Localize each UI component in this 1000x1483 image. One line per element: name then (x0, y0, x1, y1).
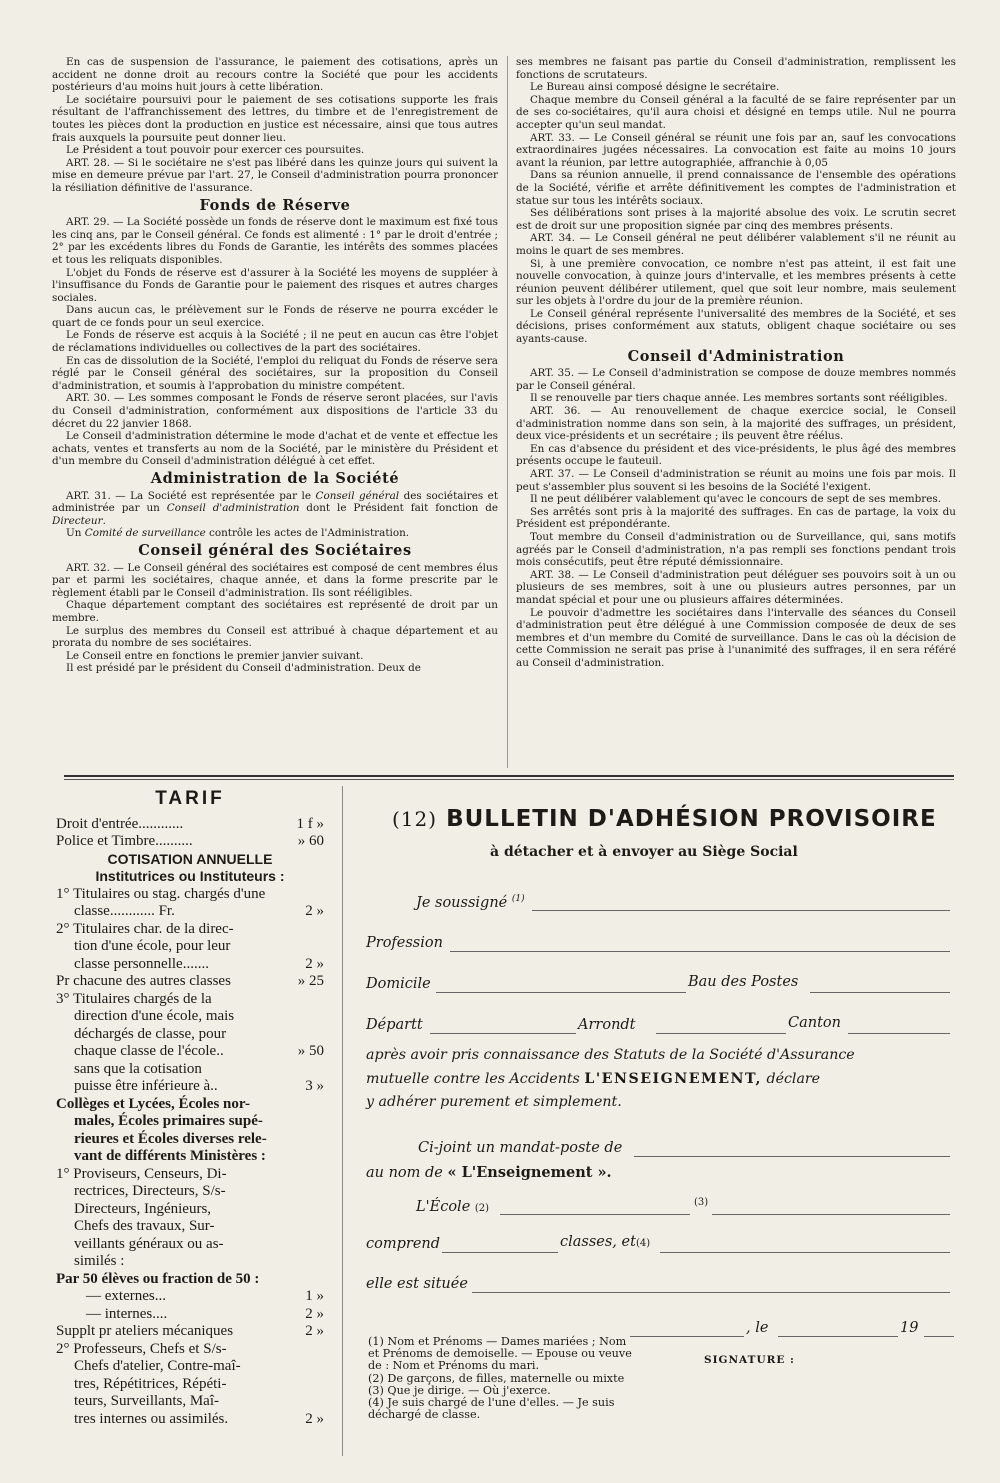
paragraph-comite (52, 527, 498, 540)
tarif-label: classe............ Fr. (74, 903, 175, 919)
arrondissement-field[interactable] (656, 1033, 786, 1034)
classes-count-field[interactable] (442, 1252, 558, 1253)
paragraph: Le sociétaire poursuivi pour le paiement de ses cotisations supporte les frais résultant de l'affranchissement des lettres, du timbre et de l'enregistrement de toutes les pièces dont la production en justice est nécessaire, ainsi que tous autres frais auxquels la poursuite peut donner lieu. (52, 93, 498, 144)
departement-field[interactable] (430, 1033, 576, 1034)
paragraph: ses membres ne faisant pas partie du Conseil d'administration, remplissent les fonctions de scrutateurs. (516, 56, 956, 81)
footnote-4: (4) Je suis chargé de l'une d'elles. — Je suis déchargé de classe. (368, 1396, 615, 1422)
paragraph: ART. 29. — La Société possède un fonds de réserve dont le maximum est fixé tous les cinq ans, par le Conseil général. Ce fonds est alimenté : 1° par le droit d'entrée ; 2° par les excédents libres du Fonds de Garantie, les intérêts des sommes placées et tous les reliquats disponibles. (52, 216, 498, 266)
column-divider (507, 56, 508, 768)
tarif-value: 2 » (305, 903, 324, 919)
section-heading-conseil-general: Conseil général des Sociétaires (138, 541, 412, 559)
declaration-line-2 (366, 1071, 820, 1087)
tarif-value: » 25 (297, 973, 324, 989)
date-field[interactable] (778, 1336, 898, 1337)
paragraph: Il se renouvelle par tiers chaque année. Les membres sortants sont rééligibles. (530, 392, 948, 405)
paragraph-art-31 (52, 490, 498, 528)
tarif-row (56, 956, 324, 974)
comprend-label: comprend (366, 1236, 441, 1252)
text: Un (66, 527, 85, 540)
payee-name: « L'Enseignement ». (447, 1164, 612, 1181)
footnote-1: (1) Nom et Prénoms — Dames mariées ; Nom et Prénoms de demoiselle. — Epouse ou veuve de : Nom et Prénoms du mari. (368, 1335, 632, 1373)
tarif-row (56, 1323, 324, 1341)
classes-detail-field[interactable] (660, 1252, 950, 1253)
paragraph: Le surplus des membres du Conseil est attribué à chaque département et au prorata du nombre de ses sociétaires. (52, 624, 498, 650)
soussigne-label (416, 894, 525, 911)
tarif-section: Collèges et Lycées, Écoles nor- (56, 1095, 250, 1112)
tarif-row (56, 816, 324, 834)
text: contrôle les actes de l'Administration. (205, 527, 410, 540)
text-italic: Conseil d'administration (166, 502, 300, 515)
text: des sociétaires et administrée par un (52, 489, 498, 515)
tarif-row (56, 1306, 324, 1324)
statutes-left-column (52, 56, 498, 675)
bureau-postes-label: Bau des Postes (688, 974, 799, 990)
text: . (102, 514, 106, 527)
bulletin-number: (12) (392, 807, 438, 831)
situee-label: elle est située (366, 1276, 468, 1292)
canton-label: Canton (788, 1015, 841, 1031)
tarif-row (56, 903, 324, 921)
canton-field[interactable] (848, 1033, 950, 1034)
classes-label (560, 1234, 650, 1250)
text: mutuelle contre les Accidents (366, 1071, 580, 1087)
field-label: Je soussigné (416, 894, 508, 911)
paragraph: ART. 37. — Le Conseil d'administration se réunit au moins une fois par mois. Il peut s'assembler plus souvent si les besoins de la Société l'exigent. (516, 468, 956, 493)
arrondissement-label: Arrondt (578, 1017, 636, 1033)
tarif-text: tion d'une école, pour leur (74, 938, 231, 954)
tarif-text: Par 50 élèves ou fraction de 50 : (56, 1270, 260, 1287)
paragraph: Si, à une première convocation, ce nombre n'est pas atteint, il est fait une nouvelle convocation, à quinze jours d'intervalle, et les membres présents à cette réunion peuvent délibérer utilement, quel que soit leur nombre, mais seulement sur les objets à l'ordre du jour de la première réunion. (516, 257, 956, 308)
tarif-text: 3° Titulaires chargés de la (56, 990, 212, 1007)
tarif-label: chaque classe de l'école.. (74, 1043, 224, 1059)
tarif-section: males, Écoles primaires supé- (74, 1113, 263, 1129)
company-name: L'ENSEIGNEMENT, (584, 1071, 762, 1087)
tarif-value: 2 » (305, 1323, 324, 1339)
signature-label: SIGNATURE : (704, 1354, 795, 1366)
paragraph: Le Conseil entre en fonctions le premier janvier suivant. (66, 649, 364, 662)
tarif-value: 1 » (305, 1288, 324, 1304)
paragraph: ART. 36. — Au renouvellement de chaque exercice social, le Conseil d'administration nomme dans son sein, à la majorité des suffrages, un président, deux vice-présidents et un secrétaire ; ils peuvent être réélus. (516, 405, 956, 443)
text-italic: Directeur (52, 514, 103, 527)
tarif-text: Directeurs, Ingénieurs, (74, 1200, 212, 1217)
profession-field[interactable] (450, 951, 950, 952)
tarif-text: tres, Répétitrices, Répéti- (74, 1375, 227, 1392)
text-italic: Conseil général (315, 489, 400, 502)
tarif-label: puisse être inférieure à.. (74, 1078, 218, 1094)
bulletin-title-text: BULLETIN D'ADHÉSION PROVISOIRE (446, 806, 937, 832)
cotisation-subheading: Institutrices ou Instituteurs : (95, 868, 285, 884)
tarif-text: direction d'une école, mais (74, 1008, 235, 1024)
tarif-row (56, 1043, 324, 1061)
mandat-field[interactable] (634, 1156, 950, 1157)
paragraph: Le Président a tout pouvoir pour exercer ces poursuites. (66, 144, 365, 157)
tarif-row (56, 833, 324, 851)
tarif-value: 2 » (305, 955, 324, 972)
situee-field[interactable] (472, 1292, 950, 1293)
paragraph: ART. 38. — Le Conseil d'administration peut déléguer ses pouvoirs soit à un ou plusieurs de ses membres, soit à une ou plusieurs autres personnes, par un mandat spécial et pour une ou plusieurs affaires déterminées. (516, 568, 956, 606)
paragraph: Chaque département comptant des sociétaires est représenté de droit par un membre. (52, 599, 498, 624)
paragraph: Chaque membre du Conseil général a la faculté de se faire représenter par un de ses co-sociétaires, qu'il aura choisi et désigné en temps utile. Nul ne pourra accepter qu'un seul mandat. (516, 93, 956, 131)
tarif-label: Supplt pr ateliers mécaniques (56, 1323, 234, 1339)
cotisation-heading: COTISATION ANNUELLE (107, 850, 273, 867)
tarif-label: classe personnelle....... (74, 955, 209, 972)
tarif-value: 2 » (305, 1305, 324, 1322)
tarif-text: 1° Proviseurs, Censeurs, Di- (56, 1165, 227, 1182)
declaration-line-1: après avoir pris connaissance des Statuts de la Société d'Assurance (366, 1047, 855, 1063)
tarif-text: Chefs d'atelier, Contre-maî- (74, 1358, 241, 1374)
footnote-3: (3) Que je dirige. — Où j'exerce. (368, 1383, 551, 1397)
profession-label: Profession (366, 935, 443, 951)
bureau-postes-field[interactable] (810, 992, 950, 993)
paragraph: Le Bureau ainsi composé désigne le secrétaire. (530, 81, 780, 94)
ecole-label (416, 1199, 489, 1215)
domicile-field[interactable] (436, 992, 686, 993)
footnote-ref: (2) (474, 1203, 490, 1214)
text: au nom de (366, 1165, 443, 1181)
ecole-type-field[interactable] (500, 1214, 690, 1215)
date-label: , le (746, 1320, 769, 1336)
tarif-text: teurs, Surveillants, Maî- (74, 1393, 219, 1409)
tarif-label: — internes.... (86, 1305, 168, 1322)
text: dont le Président fait fonction de (299, 502, 498, 515)
text: ART. 31. — La Société est représentée par le (66, 489, 316, 502)
tarif-label: Pr chacune des autres classes (56, 973, 231, 989)
paragraph: En cas d'absence du président et des vice-présidents, le plus âgé des membres présents occupe le fauteuil. (516, 442, 956, 468)
paragraph: Le Conseil d'administration détermine le mode d'achat et de vente et effectue les achats, ventes et transferts au nom de la Société, par le ministère du Président et d'un membre du Conseil d'administration délégué à cet effet. (52, 430, 498, 468)
tarif-panel (56, 786, 324, 1428)
field-label: classes, et (560, 1234, 636, 1250)
paragraph: Ses arrêtés sont pris à la majorité des suffrages. En cas de partage, la voix du Président est prépondérante. (516, 505, 956, 531)
tarif-text: 2° Professeurs, Chefs et S/s- (56, 1340, 227, 1357)
text-italic: Comité de surveillance (84, 527, 206, 540)
section-heading-administration: Administration de la Société (150, 470, 400, 487)
section-heading-conseil-administration: Conseil d'Administration (627, 347, 845, 365)
vertical-rule (342, 786, 343, 1456)
paragraph: Dans aucun cas, le prélèvement sur le Fonds de réserve ne pourra excéder le quart de ce fonds pour un seul exercice. (52, 304, 498, 329)
tarif-value: 1 f » (296, 815, 324, 832)
horizontal-rule (64, 775, 954, 777)
paragraph: En cas de suspension de l'assurance, le paiement des cotisations, après un accident ne donne droit au recours contre la Société que pour les accidents postérieurs d'au moins huit jours à cette libération. (52, 56, 498, 94)
year-field[interactable] (924, 1336, 954, 1337)
paragraph: En cas de dissolution de la Société, l'emploi du reliquat du Fonds de réserve sera réglé par le Conseil général des sociétaires, sur la proposition du Conseil d'administration, et soumis à l'approbation du ministre compétent. (52, 354, 498, 392)
paragraph: ART. 30. — Les sommes composant le Fonds de réserve seront placées, sur l'avis du Conseil d'administration, conformément aux dispositions de l'article 33 du décret du 22 janvier 1868. (52, 392, 498, 430)
domicile-label: Domicile (366, 976, 431, 992)
paragraph: ART. 28. — Si le sociétaire ne s'est pas libéré dans les quinze jours qui suivent la mise en demeure prévue par l'art. 27, le Conseil d'administration pourra prononcer la résiliation définitive de l'assurance. (52, 156, 498, 194)
tarif-value: 2 » (305, 1410, 324, 1427)
tarif-label: Droit d'entrée............ (56, 815, 184, 832)
footnote-2: (2) De garçons, de filles, maternelle ou mixte (368, 1371, 625, 1385)
au-nom-de (366, 1164, 612, 1181)
text: déclare (766, 1071, 821, 1087)
tarif-text: 2° Titulaires char. de la direc- (56, 920, 234, 937)
tarif-text: Chefs des travaux, Sur- (74, 1218, 215, 1234)
declaration-line-3: y adhérer purement et simplement. (366, 1094, 622, 1110)
soussigne-field[interactable] (532, 910, 950, 911)
year-label: 19 (900, 1320, 919, 1336)
tarif-text: déchargés de classe, pour (74, 1025, 227, 1042)
tarif-row (56, 973, 324, 991)
tarif-row (56, 1411, 324, 1429)
paragraph: ART. 35. — Le Conseil d'administration se compose de douze membres nommés par le Conseil général. (516, 367, 956, 392)
paragraph: Le pouvoir d'admettre les sociétaires dans l'intervalle des séances du Conseil d'administration peut être délégué à une Commission composée de deux de ses membres et d'un membre du Comité de surveillance. Dans le cas où la décision de cette Commission ne serait pas prise à l'unanimité des suffrages, il en sera référé au Conseil d'administration. (516, 606, 956, 669)
horizontal-rule (64, 779, 954, 780)
place-field[interactable] (630, 1336, 744, 1337)
paragraph: Il ne peut délibérer valablement qu'avec le concours de sept de ses membres. (530, 493, 941, 506)
tarif-value: » 50 (297, 1043, 324, 1059)
bulletin-subtitle: à détacher et à envoyer au Siège Social (490, 844, 798, 860)
tarif-title: TARIF (155, 788, 225, 809)
mandat-label: Ci-joint un mandat-poste de (418, 1140, 623, 1156)
paragraph: ART. 34. — Le Conseil général ne peut délibérer valablement s'il ne réunit au moins le quart de ses membres. (516, 232, 956, 257)
paragraph: ART. 32. — Le Conseil général des sociétaires est composé de cent membres élus par et parmi les sociétaires, chaque année, et dans la forme prescrite par le règlement établi par le Conseil d'administration. Ils sont rééligibles. (52, 561, 498, 599)
paragraph: Ses délibérations sont prises à la majorité absolue des voix. Le scrutin secret est de droit sur une proposition signée par cinq des membres présents. (516, 207, 956, 232)
ecole-role-field[interactable] (712, 1214, 950, 1215)
tarif-text: rectrices, Directeurs, S/s- (74, 1183, 226, 1199)
tarif-section: rieures et Écoles diverses rele- (74, 1130, 267, 1147)
footnote-ref: (1) (511, 894, 525, 904)
paragraph: Le Fonds de réserve est acquis à la Société ; il ne peut en aucun cas être l'objet de réclamations individuelles ou collectives de la part des sociétaires. (52, 329, 498, 355)
paragraph: Le Conseil général représente l'universalité des membres de la Société, et ses décisions, prises conformément aux statuts, obligent chaque sociétaire ou ses ayants-cause. (516, 307, 956, 346)
tarif-label: tres internes ou assimilés. (74, 1410, 229, 1427)
tarif-label: — externes... (86, 1288, 166, 1304)
tarif-value: » 60 (297, 833, 324, 849)
departement-label: Départt (366, 1017, 423, 1033)
tarif-row (56, 1288, 324, 1306)
tarif-text: similés : (74, 1253, 125, 1269)
tarif-text: veillants généraux ou as- (74, 1235, 224, 1252)
statutes-right-column (516, 56, 956, 670)
tarif-text: sans que la cotisation (74, 1060, 202, 1077)
paragraph: Il est présidé par le président du Conseil d'administration. Deux de (66, 662, 421, 675)
footnote-ref: (4) (635, 1238, 651, 1249)
section-heading-fonds-reserve: Fonds de Réserve (199, 196, 351, 214)
tarif-label: Police et Timbre.......... (56, 833, 193, 849)
paragraph: Tout membre du Conseil d'administration ou de Surveillance, qui, sans motifs agréés par le Conseil d'administration, n'a pas rempli ses fonctions pendant trois mois consécutifs, peut être réputé démissionnaire. (516, 530, 956, 569)
footnote-ref-3: (3) (694, 1197, 709, 1208)
paragraph: Dans sa réunion annuelle, il prend connaissance de l'ensemble des opérations de la Société, vérifie et arrête définitivement les comptes de l'administration et statue sur tous les intérêts sociaux. (516, 169, 956, 207)
footnotes (368, 1336, 633, 1421)
paragraph: L'objet du Fonds de réserve est d'assurer à la Société les moyens de suppléer à l'insuffisance du Fonds de Garantie pour le paiement des risques et autres charges sociales. (52, 266, 498, 304)
tarif-section: vant de différents Ministères : (74, 1148, 266, 1164)
tarif-row (56, 1078, 324, 1096)
tarif-value: 3 » (305, 1078, 324, 1094)
tarif-text: 1° Titulaires ou stag. chargés d'une (56, 885, 266, 902)
bulletin-title (392, 806, 937, 832)
paragraph: ART. 33. — Le Conseil général se réunit une fois par an, sauf les convocations extraordinaires jugées nécessaires. La convocation est faite au moins 10 jours avant la réunion, par lettre autographiée, affranchie à 0,05 (516, 131, 956, 169)
field-label: L'École (416, 1199, 471, 1215)
